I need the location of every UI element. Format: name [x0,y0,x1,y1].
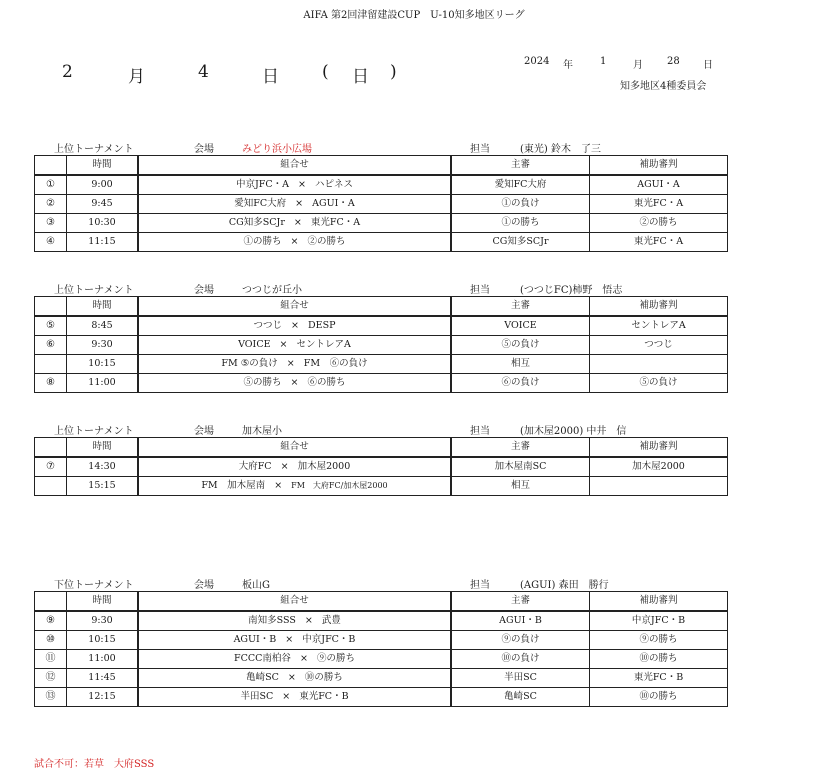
referee: 半田SC [451,669,590,688]
assistant-referee: ⑤の負け [590,374,728,393]
table-row [35,175,728,195]
header-number [35,297,67,317]
date-day-unit: 日 [262,67,279,87]
team-a: 愛知FC大府 [234,198,287,209]
table-row [35,374,728,393]
pairing [240,688,348,706]
venue-name: つつじが丘小 [242,285,302,296]
match-number: ⑧ [35,374,67,393]
charge-label: 担当 [470,426,490,437]
match-number: ⑫ [35,669,67,688]
pairing [246,669,343,687]
table-row [35,355,728,374]
table-row [35,214,728,233]
match-pairing [138,214,451,233]
header-match: 組合せ [138,156,451,176]
team-a: 南知多SSS [248,615,296,626]
versus-mark: × [295,198,304,209]
team-a: FM 加木屋南 [201,480,266,491]
referee: ⑥の負け [451,374,590,393]
versus-mark: × [287,672,296,683]
referee: ⑤の負け [451,336,590,355]
team-a: 大府FC [238,461,272,472]
match-pairing [138,669,451,688]
team-a: 中京JFC・A [235,179,289,190]
match-pairing [138,233,451,252]
assistant-referee: AGUI・A [590,175,728,195]
assistant-referee: セントレアA [590,316,728,336]
date-paren-close: ) [390,62,397,82]
table-row [35,477,728,496]
assistant-referee: つつじ [590,336,728,355]
referee: AGUI・B [451,611,590,631]
match-number: ⑪ [35,650,67,669]
match-time: 11:15 [67,233,139,252]
date-day: 4 [198,62,209,82]
venue-label: 会場 [194,285,214,296]
team-b: FM ⑥の負け [303,358,368,369]
match-time: 8:45 [67,316,139,336]
versus-mark: × [279,339,288,350]
header-match: 組合せ [138,438,451,458]
pairing [248,612,341,630]
table-row [35,669,728,688]
table-row [35,688,728,707]
match-time: 10:30 [67,214,139,233]
referee: ①の負け [451,195,590,214]
versus-mark: × [280,461,289,472]
versus-mark: × [286,358,295,369]
header-time: 時間 [67,156,139,176]
pairing [236,176,353,194]
match-number [35,355,67,374]
team-b: ⑨の勝ち [316,653,355,664]
charge-label: 担当 [470,144,490,155]
date-month: 2 [62,62,73,82]
versus-mark: × [290,377,299,388]
team-b: AGUI・A [312,198,355,209]
match-time: 9:30 [67,611,139,631]
header-number [35,156,67,176]
match-time: 10:15 [67,631,139,650]
team-a: 半田SC [240,691,274,702]
unavailable-teams-note: 試合不可：若草 大府SSS [34,759,155,770]
versus-mark: × [274,480,283,491]
match-time: 10:15 [67,355,139,374]
assistant-referee [590,477,728,496]
charge-person: (AGUI) 森田 勝行 [520,580,609,591]
versus-mark: × [304,615,313,626]
match-number: ② [35,195,67,214]
team-b: ⑥の勝ち [307,377,346,388]
venue-name: みどり浜小広場 [242,144,312,155]
charge-label: 担当 [470,580,490,591]
table-header-row [35,156,728,176]
date-weekday: 日 [352,67,369,87]
team-b: ハピネス [315,179,354,190]
team-b: DESP [308,320,336,331]
match-pairing [138,631,451,650]
assistant-referee: ⑩の勝ち [590,650,728,669]
assistant-referee: 中京JFC・B [590,611,728,631]
assistant-referee: 東光FC・B [590,669,728,688]
referee: VOICE [451,316,590,336]
team-b: FM 大府FC/加木屋2000 [291,481,388,490]
committee-name: 知多地区4種委員会 [620,81,707,92]
table-row [35,233,728,252]
team-a: AGUI・B [233,634,277,645]
venue-label: 会場 [194,144,214,155]
pairing [239,458,351,476]
header-number [35,592,67,612]
team-a: 亀崎SC [246,672,279,683]
header-referee: 主審 [451,297,590,317]
charge-person: (加木屋2000) 中井 信 [520,426,627,437]
schedule-table [34,591,728,707]
team-a: ⑤の勝ち [243,377,282,388]
match-pairing [138,611,451,631]
schedule-table [34,155,728,252]
match-time: 15:15 [67,477,139,496]
schedule-table [34,437,728,496]
pairing [229,214,360,232]
match-pairing [138,355,451,374]
table-row [35,631,728,650]
section-label: 下位トーナメント [54,580,134,591]
versus-mark: × [299,653,308,664]
header-assistant: 補助審判 [590,592,728,612]
header-match: 組合せ [138,592,451,612]
match-number: ③ [35,214,67,233]
pairing [243,233,345,251]
header-assistant: 補助審判 [590,438,728,458]
assistant-referee [590,355,728,374]
assistant-referee: 東光FC・A [590,195,728,214]
pairing [234,650,355,668]
match-pairing [138,688,451,707]
header-number [35,438,67,458]
match-time: 9:00 [67,175,139,195]
issue-day-unit: 日 [703,60,713,71]
match-number: ④ [35,233,67,252]
referee: 相互 [451,355,590,374]
pairing [243,374,345,392]
issue-month-unit: 月 [633,60,643,71]
match-time: 9:45 [67,195,139,214]
team-a: FM ⑤の負け [221,358,278,369]
match-number: ⑬ [35,688,67,707]
header-referee: 主審 [451,592,590,612]
team-b: 東光FC・B [299,691,349,702]
match-pairing [138,374,451,393]
date-month-unit: 月 [128,67,145,87]
assistant-referee: 東光FC・A [590,233,728,252]
referee: ⑨の負け [451,631,590,650]
assistant-referee: ②の勝ち [590,214,728,233]
versus-mark: × [291,320,300,331]
venue-name: 加木屋小 [242,426,282,437]
issue-month: 1 [600,56,607,67]
section-header [34,139,724,154]
section-header [34,575,724,590]
section-label: 上位トーナメント [54,144,134,155]
versus-mark: × [298,179,306,190]
match-pairing [138,477,451,496]
section-label: 上位トーナメント [54,285,134,296]
match-number: ⑥ [35,336,67,355]
pairing [201,477,387,495]
table-row [35,650,728,669]
venue-label: 会場 [194,580,214,591]
match-number: ⑤ [35,316,67,336]
header-assistant: 補助審判 [590,297,728,317]
team-b: 加木屋2000 [297,461,351,472]
referee: 愛知FC大府 [451,175,590,195]
section-header [34,280,724,295]
schedule-table [34,296,728,393]
header-time: 時間 [67,438,139,458]
match-time: 9:30 [67,336,139,355]
team-a: FCCC南柏谷 [234,653,291,664]
match-number: ⑩ [35,631,67,650]
match-time: 11:00 [67,374,139,393]
pairing [254,317,336,335]
pairing [234,631,356,649]
match-number: ⑦ [35,457,67,477]
table-row [35,611,728,631]
team-b: 東光FC・A [310,217,361,228]
referee: ⑩の負け [451,650,590,669]
header-time: 時間 [67,592,139,612]
assistant-referee: ⑩の勝ち [590,688,728,707]
venue-name: 板山G [242,580,270,591]
section-label: 上位トーナメント [54,426,134,437]
match-pairing [138,195,451,214]
pairing [234,195,354,213]
table-header-row [35,297,728,317]
referee: 加木屋南SC [451,457,590,477]
match-time: 14:30 [67,457,139,477]
match-time: 11:00 [67,650,139,669]
team-b: 武豊 [321,615,341,626]
table-header-row [35,592,728,612]
match-time: 12:15 [67,688,139,707]
charge-person: (東光) 鈴木 了三 [520,144,601,155]
table-header-row [35,438,728,458]
team-b: ⑩の勝ち [304,672,343,683]
header-time: 時間 [67,297,139,317]
assistant-referee: 加木屋2000 [590,457,728,477]
charge-label: 担当 [470,285,490,296]
assistant-referee: ⑨の勝ち [590,631,728,650]
referee: 亀崎SC [451,688,590,707]
pairing [221,355,367,373]
issue-day: 28 [667,56,680,67]
header-match: 組合せ [138,297,451,317]
match-number: ① [35,175,67,195]
issue-year: 2024 [524,56,550,67]
header-assistant: 補助審判 [590,156,728,176]
table-row [35,457,728,477]
team-a: つつじ [253,320,283,331]
header-referee: 主審 [451,156,590,176]
issue-year-unit: 年 [563,60,573,71]
versus-mark: × [282,691,291,702]
versus-mark: × [285,634,294,645]
table-row [35,336,728,355]
match-pairing [138,316,451,336]
match-pairing [138,457,451,477]
section-header [34,421,724,436]
referee: ①の勝ち [451,214,590,233]
team-b: ②の勝ち [307,236,346,247]
referee: 相互 [451,477,590,496]
pairing [238,336,351,354]
match-pairing [138,650,451,669]
match-time: 11:45 [67,669,139,688]
match-pairing [138,175,451,195]
team-b: セントレアA [296,339,351,350]
date-paren-open: ( [322,62,329,82]
versus-mark: × [293,217,302,228]
team-a: VOICE [238,339,271,350]
table-row [35,316,728,336]
header-referee: 主審 [451,438,590,458]
table-row [35,195,728,214]
match-number [35,477,67,496]
match-number: ⑨ [35,611,67,631]
charge-person: (つつじFC)柿野 悟志 [520,285,623,296]
document-title: AIFA 第2回津留建設CUP U-10知多地区リーグ [303,10,525,21]
team-a: ①の勝ち [243,236,282,247]
venue-label: 会場 [194,426,214,437]
team-b: 中京JFC・B [302,634,356,645]
referee: CG知多SCJr [451,233,590,252]
team-a: CG知多SCJr [228,217,285,228]
versus-mark: × [290,236,299,247]
match-pairing [138,336,451,355]
